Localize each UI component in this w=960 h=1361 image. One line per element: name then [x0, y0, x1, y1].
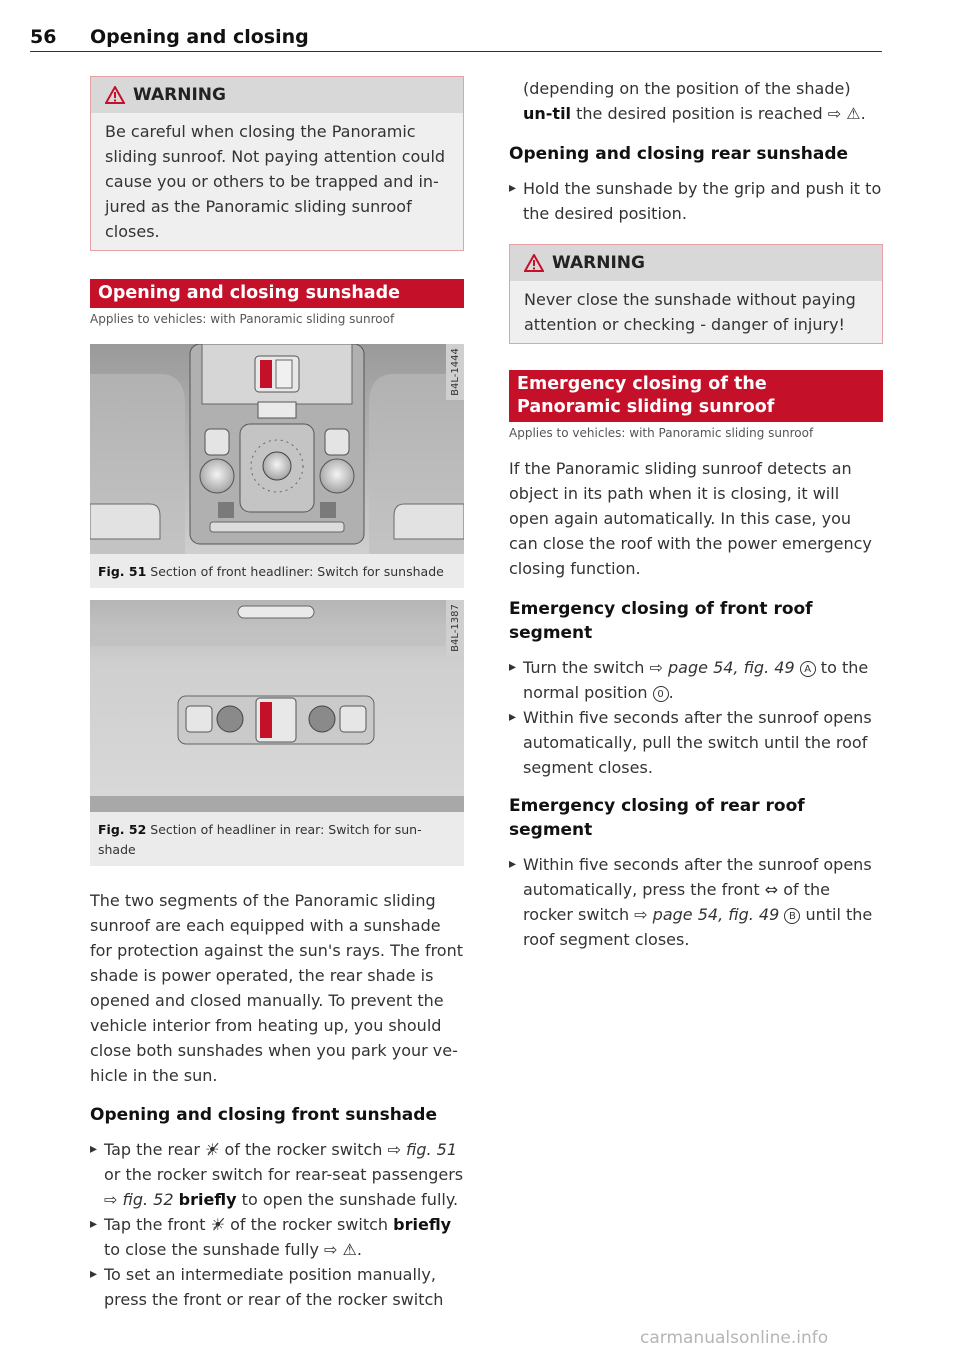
rear-symbol-icon: ☀̸: [205, 1140, 220, 1159]
warning-title: WARNING: [133, 85, 226, 105]
rear-segment-step-1: ▸ Within five seconds after the sunroof opens automatically, press the front ⇔ of the rocker switch ⇨ page 54, fig. 49 B until the roof segment closes.: [509, 852, 883, 952]
rear-headliner-illustration: [90, 600, 464, 812]
left-column: [90, 76, 464, 1312]
front-sunshade-step-2: ▸ Tap the front ☀̸ of the rocker switch briefly to close the sunshade fully ⇨ ⚠.: [90, 1212, 464, 1262]
emergency-intro: If the Panoramic sliding sunroof detects an object in its path when it is closing, it will open again automatically. In this case, you can close the roof with the power emergency closing function.: [509, 459, 872, 578]
front-arrow-icon: ⇔: [764, 880, 779, 899]
rear-segment-heading: Emergency closing of rear roof segment: [509, 796, 805, 840]
warning-box-2: [509, 244, 883, 344]
front-headliner-illustration: [90, 344, 464, 554]
figure-52-text: Section of headliner in rear: Switch for sun-shade: [98, 822, 422, 857]
continued-text: (depending on the position of the shade) un-til the desired position is reached ⇨ ⚠.: [523, 79, 866, 123]
front-symbol-icon: ☀̸: [210, 1215, 226, 1234]
warning-triangle-icon: [105, 86, 125, 104]
front-segment-heading: Emergency closing of front roof segment: [509, 599, 813, 643]
watermark: carmanualsonline.info: [640, 1328, 829, 1348]
right-column: [509, 76, 883, 952]
figure-51-text: Section of front headliner: Switch for sunshade: [150, 564, 444, 579]
warning-box: [90, 76, 464, 251]
fig-51-ref[interactable]: fig. 51: [406, 1140, 458, 1159]
front-segment-step-2: ▸ Within five seconds after the sunroof opens automatically, pull the switch until the roof segment closes.: [509, 705, 883, 780]
warning-text-2: Never close the sunshade without paying attention or checking - danger of injury!: [524, 290, 856, 334]
page-number: 56: [30, 26, 57, 48]
fig-52-ref[interactable]: fig. 52: [122, 1190, 174, 1209]
warning-header-2: [510, 245, 882, 281]
section-title: Opening and closing: [90, 26, 309, 48]
section-heading-emergency: Emergency closing of the Panoramic sliding sunroof: [509, 370, 883, 422]
figure-52-label: Fig. 52: [98, 822, 147, 837]
section-heading-sunshade: Opening and closing sunshade: [90, 279, 464, 308]
rear-sunshade-heading: Opening and closing rear sunshade: [509, 144, 849, 164]
callout-0: 0: [653, 686, 669, 702]
front-segment-step-1: ▸ Turn the switch ⇨ page 54, fig. 49 A to the normal position 0 .: [509, 655, 883, 705]
applies-note-2: Applies to vehicles: with Panoramic sliding sunroof: [509, 426, 814, 440]
applies-note: Applies to vehicles: with Panoramic sliding sunroof: [90, 312, 395, 326]
warning-text: Be careful when closing the Panoramic sliding sunroof. Not paying attention could cause you or others to be trapped and in-jured as the Panoramic sliding sunroof closes.: [105, 122, 446, 241]
page-54-ref-2[interactable]: page 54, fig. 49: [652, 905, 780, 924]
figure-52-caption: [90, 812, 464, 866]
front-sunshade-step-3: ▸ To set an intermediate position manually, press the front or rear of the rocker switch: [90, 1262, 464, 1312]
front-sunshade-heading: Opening and closing front sunshade: [90, 1105, 437, 1125]
figure-code-52: B4L-1387: [450, 604, 461, 652]
page-54-ref[interactable]: page 54, fig. 49: [668, 658, 795, 677]
callout-b: B: [784, 908, 800, 924]
warning-ref-icon[interactable]: ⚠: [846, 104, 861, 123]
warning-triangle-icon: [524, 254, 544, 272]
figure-51-caption: [90, 554, 464, 588]
callout-a: A: [800, 661, 816, 677]
warning-ref-icon[interactable]: ⚠: [342, 1240, 357, 1259]
warning-header: [91, 77, 463, 113]
figure-51-label: Fig. 51: [98, 564, 147, 579]
page-header: [30, 24, 882, 52]
front-sunshade-step-1: ▸ Tap the rear ☀̸ of the rocker switch ⇨ fig. 51 or the rocker switch for rear-seat passengers ⇨ fig. 52 briefly to open the sunshade fully.: [90, 1137, 464, 1212]
sunshade-intro: The two segments of the Panoramic sliding sunroof are each equipped with a sunshade for protection against the sun's rays. The front shade is power operated, the rear shade is opened and closed manually. To prevent the vehicle interior from heating up, you should close both sunshades when you park your ve-hicle in the sun.: [90, 891, 463, 1085]
figure-code-51: B4L-1444: [450, 348, 461, 396]
rear-sunshade-step: ▸ Hold the sunshade by the grip and push it to the desired position.: [509, 176, 883, 226]
figure-52: [90, 600, 464, 866]
warning-title-2: WARNING: [552, 253, 645, 273]
figure-51: [90, 344, 464, 588]
